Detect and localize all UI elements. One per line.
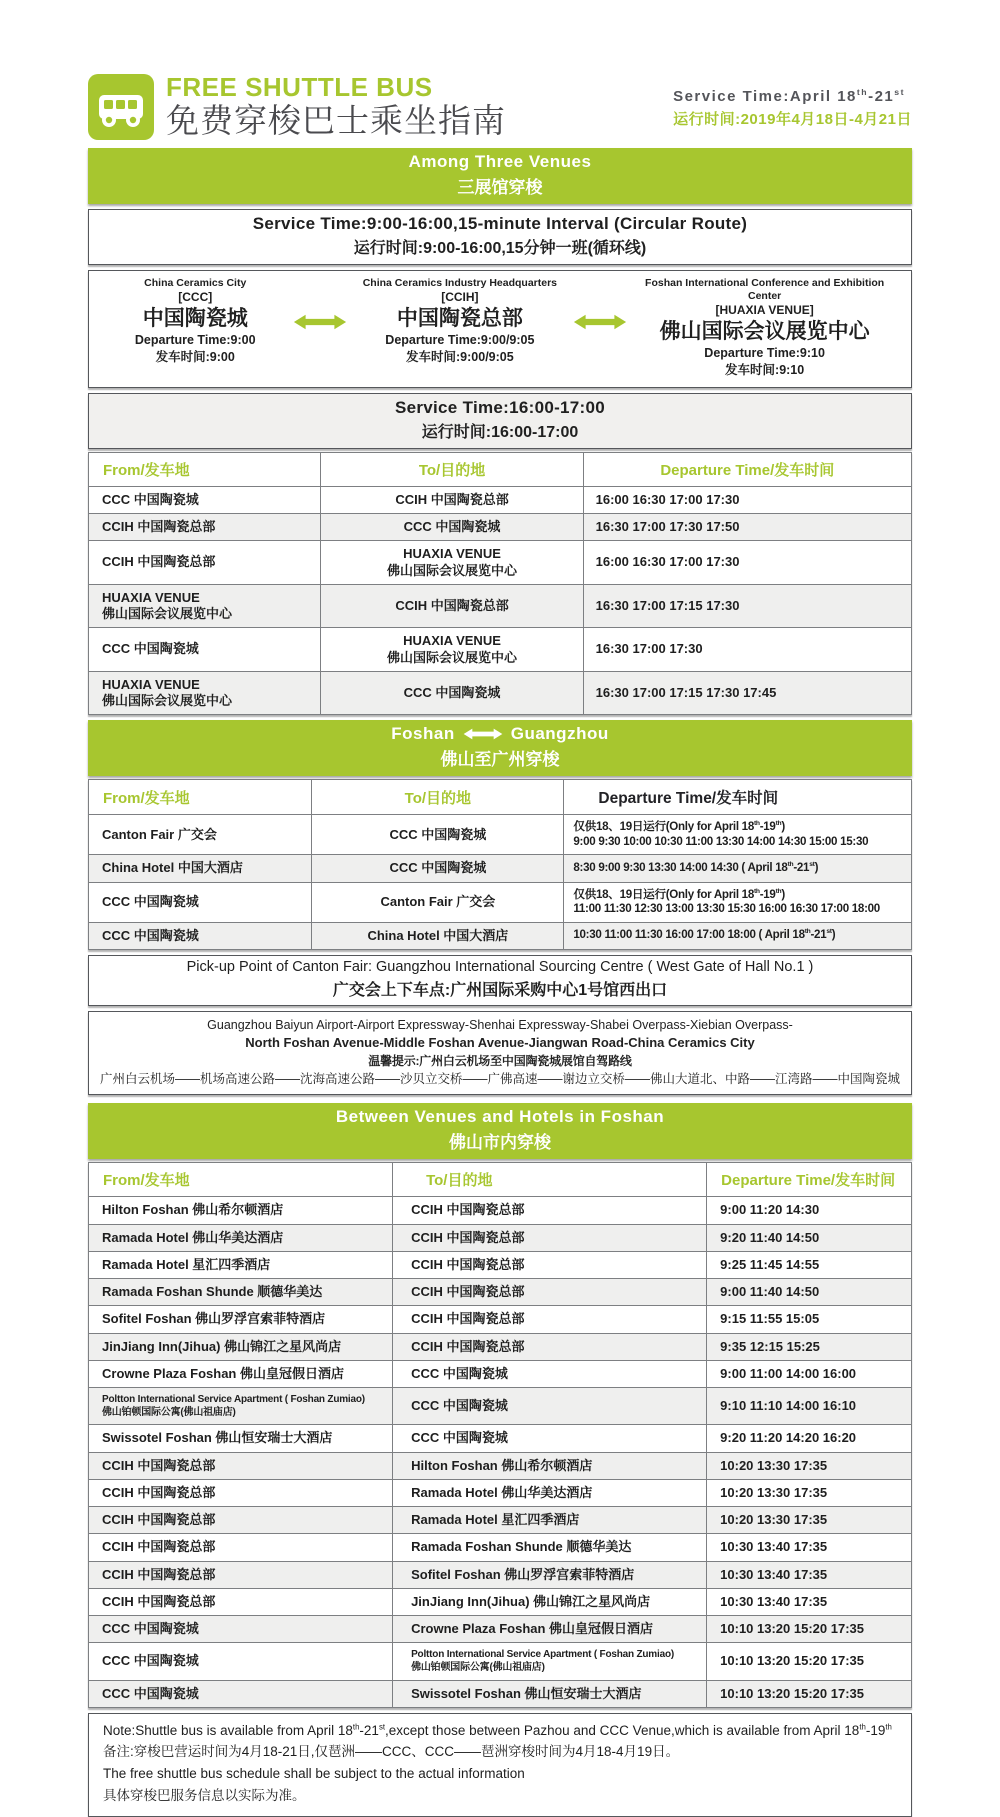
cell-to: CCIH 中国陶瓷总部 — [321, 584, 583, 628]
venue-name-cn: 中国陶瓷总部 — [396, 306, 523, 330]
header-left — [88, 74, 506, 140]
cell-to: Canton Fair 广交会 — [312, 882, 564, 922]
cell-departure-time: 9:00 11:40 14:50 — [707, 1279, 912, 1306]
cell-from: Swissotel Foshan 佛山恒安瑞士大酒店 — [89, 1425, 393, 1452]
banner-text-right: Guangzhou — [510, 724, 609, 744]
banner-title-cn: 佛山至广州穿梭 — [440, 750, 560, 770]
cell-departure-time: 10:30 13:40 17:35 — [707, 1588, 912, 1615]
column-header-from: From/发车地 — [89, 1163, 393, 1197]
table-row — [89, 855, 912, 882]
venue-code: [CCIH] — [441, 290, 479, 305]
cell-from: Ramada Hotel 星汇四季酒店 — [89, 1251, 393, 1278]
table-row — [89, 1479, 912, 1506]
banner-title-en: Between Venues and Hotels in Foshan — [335, 1107, 665, 1127]
pickup-point-box — [88, 955, 912, 1006]
cell-from: Crowne Plaza Foshan 佛山皇冠假日酒店 — [89, 1360, 393, 1387]
cell-departure-time: 16:00 16:30 17:00 17:30 — [583, 486, 911, 513]
cell-from: CCC 中国陶瓷城 — [89, 882, 312, 922]
page-title-en: FREE SHUTTLE BUS — [166, 72, 433, 103]
table-row — [89, 486, 912, 513]
column-header-from: From/发车地 — [89, 452, 321, 486]
cell-from: CCIH 中国陶瓷总部 — [89, 541, 321, 585]
service1-en: Service Time:9:00-16:00,15-minute Interval (Circular Route) — [252, 214, 748, 233]
table-row — [89, 1306, 912, 1333]
header-titles — [166, 74, 506, 139]
cell-departure-time: 9:35 12:15 15:25 — [707, 1333, 912, 1360]
cell-from: CCC 中国陶瓷城 — [89, 1643, 393, 1680]
column-header-to: To/目的地 — [393, 1163, 707, 1197]
banner-title-en: Among Three Venues — [408, 152, 592, 171]
venue-ccc — [99, 277, 291, 366]
cell-to: CCC 中国陶瓷城 — [393, 1360, 707, 1387]
cell-departure-time: 仅供18、19日运行(Only for April 18th-19th) 9:00 9:30 10:00 10:30 11:00 13:30 14:00 14:30 15:00 15:30 — [564, 815, 912, 855]
cell-departure-time: 16:30 17:00 17:30 — [583, 628, 911, 672]
directions-line: 广州白云机场——机场高速公路——沈海高速公路——沙贝立交桥——广佛高速——谢边立交桥——佛山大道北、中路——江湾路——中国陶瓷城 — [99, 1072, 900, 1087]
banner-foshan-guangzhou — [88, 720, 912, 776]
cell-to: CCC 中国陶瓷城 — [321, 514, 583, 541]
column-header-to: To/目的地 — [312, 780, 564, 815]
cell-departure-time: 10:10 13:20 15:20 17:35 — [707, 1643, 912, 1680]
venue-departure-en: Departure Time:9:00/9:05 — [385, 332, 535, 347]
cell-from: CCC 中国陶瓷城 — [89, 1616, 393, 1643]
cell-from: Poltton International Service Apartment ( Foshan Zumiao) 佛山铂顿国际公寓(佛山祖庙店) — [89, 1388, 393, 1425]
cell-departure-time: 9:10 11:10 14:00 16:10 — [707, 1388, 912, 1425]
cell-departure-time: 10:10 13:20 15:20 17:35 — [707, 1616, 912, 1643]
cell-to: Hilton Foshan 佛山希尔顿酒店 — [393, 1452, 707, 1479]
table-row — [89, 1452, 912, 1479]
cell-departure-time: 9:20 11:20 14:20 16:20 — [707, 1425, 912, 1452]
service2-cn: 运行时间:16:00-17:00 — [421, 423, 579, 441]
cell-to: Sofitel Foshan 佛山罗浮宫索菲特酒店 — [393, 1561, 707, 1588]
cell-to: Crowne Plaza Foshan 佛山皇冠假日酒店 — [393, 1616, 707, 1643]
cell-from: CCC 中国陶瓷城 — [89, 1680, 393, 1707]
venue-departure-en: Departure Time:9:00 — [134, 332, 256, 347]
cell-to: CCIH 中国陶瓷总部 — [393, 1251, 707, 1278]
cell-to: CCC 中国陶瓷城 — [312, 855, 564, 882]
cell-to: HUAXIA VENUE 佛山国际会议展览中心 — [321, 628, 583, 672]
venue-code: [CCC] — [178, 290, 213, 305]
banner-text-left: Foshan — [391, 724, 455, 744]
cell-from: Sofitel Foshan 佛山罗浮宫索菲特酒店 — [89, 1306, 393, 1333]
cell-to: CCIH 中国陶瓷总部 — [393, 1224, 707, 1251]
cell-to: CCIH 中国陶瓷总部 — [393, 1197, 707, 1224]
table-row — [89, 1279, 912, 1306]
cell-departure-time: 仅供18、19日运行(Only for April 18th-19th) 11:00 11:30 12:30 13:00 13:30 15:30 16:00 16:30 17:00 18:00 — [564, 882, 912, 922]
banner-among-three-venues — [88, 148, 912, 204]
table-row — [89, 1197, 912, 1224]
directions-line: Guangzhou Baiyun Airport-Airport Expressway-Shenhai Expressway-Shabei Overpass-Xiebian Overpass- — [207, 1017, 793, 1032]
cell-to: JinJiang Inn(Jihua) 佛山锦江之星风尚店 — [393, 1588, 707, 1615]
cell-to: Ramada Hotel 星汇四季酒店 — [393, 1507, 707, 1534]
cell-to: CCC 中国陶瓷城 — [393, 1425, 707, 1452]
table-body — [89, 486, 912, 715]
cell-departure-time: 16:30 17:00 17:15 17:30 — [583, 584, 911, 628]
banner-venues-hotels — [88, 1103, 912, 1159]
table-body — [89, 815, 912, 949]
venue-name-cn: 佛山国际会议展览中心 — [659, 319, 870, 343]
driving-directions-box — [88, 1011, 912, 1095]
cell-to: CCIH 中国陶瓷总部 — [393, 1333, 707, 1360]
cell-from: HUAXIA VENUE 佛山国际会议展览中心 — [89, 584, 321, 628]
column-header-from: From/发车地 — [89, 780, 312, 815]
table-row — [89, 541, 912, 585]
service-time-cn: 运行时间:2019年4月18日-4月21日 — [673, 111, 912, 128]
table-row — [89, 1388, 912, 1425]
header-service-time — [673, 88, 912, 129]
venue-name-cn: 中国陶瓷城 — [142, 306, 248, 330]
cell-from: CCIH 中国陶瓷总部 — [89, 1479, 393, 1506]
cell-departure-time: 9:15 11:55 15:05 — [707, 1306, 912, 1333]
cell-from: Hilton Foshan 佛山希尔顿酒店 — [89, 1197, 393, 1224]
table-row — [89, 1534, 912, 1561]
cell-departure-time: 8:30 9:00 9:30 13:30 14:00 14:30 ( April 18th-21st) — [564, 855, 912, 882]
note-line: 具体穿梭巴服务信息以实际为准。 — [103, 1787, 306, 1803]
double-arrow-icon — [572, 313, 628, 331]
table-row — [89, 1507, 912, 1534]
cell-from: CCIH 中国陶瓷总部 — [89, 1534, 393, 1561]
cell-to: CCIH 中国陶瓷总部 — [393, 1279, 707, 1306]
bus-icon — [88, 74, 154, 140]
cell-to: CCC 中国陶瓷城 — [312, 815, 564, 855]
venue-ccih — [348, 277, 573, 366]
cell-departure-time: 9:20 11:40 14:50 — [707, 1224, 912, 1251]
cell-from: China Hotel 中国大酒店 — [89, 855, 312, 882]
table-row — [89, 1561, 912, 1588]
cell-to: CCIH 中国陶瓷总部 — [321, 486, 583, 513]
column-header-time: Departure Time/发车时间 — [583, 452, 911, 486]
page-title-cn: 免费穿梭巴士乘坐指南 — [166, 101, 506, 139]
directions-line: 温馨提示:广州白云机场至中国陶瓷城展馆自驾路线 — [368, 1053, 632, 1068]
cell-to: Ramada Foshan Shunde 顺德华美达 — [393, 1534, 707, 1561]
pickup-point-cn: 广交会上下车点:广州国际采购中心1号馆西出口 — [332, 981, 668, 999]
cell-departure-time: 10:10 13:20 15:20 17:35 — [707, 1680, 912, 1707]
table-row — [89, 922, 912, 949]
venue-departure-cn: 发车时间:9:00 — [155, 349, 235, 364]
cell-from: CCC 中国陶瓷城 — [89, 922, 312, 949]
shuttle-guide-page — [88, 0, 912, 1817]
table-row — [89, 815, 912, 855]
column-header-time: Departure Time/发车时间 — [564, 780, 912, 815]
cell-departure-time: 10:20 13:30 17:35 — [707, 1452, 912, 1479]
service1-cn: 运行时间:9:00-16:00,15分钟一班(循环线) — [353, 240, 647, 257]
venue-departure-cn: 发车时间:9:00/9:05 — [406, 349, 514, 364]
note-box — [88, 1713, 912, 1817]
table-row — [89, 628, 912, 672]
column-header-time: Departure Time/发车时间 — [707, 1163, 912, 1197]
cell-to: China Hotel 中国大酒店 — [312, 922, 564, 949]
cell-departure-time: 9:00 11:00 14:00 16:00 — [707, 1360, 912, 1387]
table-row — [89, 671, 912, 715]
cell-departure-time: 10:30 13:40 17:35 — [707, 1561, 912, 1588]
cell-from: CCC 中国陶瓷城 — [89, 486, 321, 513]
page-header — [88, 74, 912, 140]
table-row — [89, 1360, 912, 1387]
table-row — [89, 1224, 912, 1251]
cell-from: CCIH 中国陶瓷总部 — [89, 1507, 393, 1534]
cell-departure-time: 10:20 13:30 17:35 — [707, 1507, 912, 1534]
among-venues-table — [88, 452, 912, 716]
cell-to: HUAXIA VENUE 佛山国际会议展览中心 — [321, 541, 583, 585]
venue-name-en: China Ceramics City — [144, 277, 247, 289]
service2-en: Service Time:16:00-17:00 — [394, 397, 606, 417]
cell-to: CCC 中国陶瓷城 — [393, 1388, 707, 1425]
note-line: Note:Shuttle bus is available from April 18th-21st,except those between Pazhou and CCC Venue,which is available from April 18th-19th — [103, 1722, 892, 1738]
service-time-box-2 — [88, 393, 912, 449]
venue-name-en: Foshan International Conference and Exhibition Center — [645, 277, 885, 303]
cell-departure-time: 9:00 11:20 14:30 — [707, 1197, 912, 1224]
note-line: 备注:穿梭巴营运时间为4月18-21日,仅琶洲——CCC、CCC——琶洲穿梭时间为4月18-4月19日。 — [103, 1744, 680, 1760]
hotels-table — [88, 1162, 912, 1708]
venue-departure-cn: 发车时间:9:10 — [725, 362, 805, 377]
table-row — [89, 1643, 912, 1680]
table-row — [89, 1251, 912, 1278]
table-row — [89, 1588, 912, 1615]
service-time-en: Service Time:April 18th-21st — [673, 87, 906, 105]
cell-to: Ramada Hotel 佛山华美达酒店 — [393, 1479, 707, 1506]
cell-departure-time: 9:25 11:45 14:55 — [707, 1251, 912, 1278]
table-row — [89, 1680, 912, 1707]
venue-departure-en: Departure Time:9:10 — [704, 346, 825, 361]
cell-from: CCC 中国陶瓷城 — [89, 628, 321, 672]
double-arrow-icon — [463, 727, 503, 741]
cell-from: CCIH 中国陶瓷总部 — [89, 1561, 393, 1588]
directions-line: North Foshan Avenue-Middle Foshan Avenue-Jiangwan Road-China Ceramics City — [245, 1034, 755, 1050]
cell-departure-time: 10:20 13:30 17:35 — [707, 1479, 912, 1506]
cell-from: CCIH 中国陶瓷总部 — [89, 1452, 393, 1479]
cell-to: Poltton International Service Apartment ( Foshan Zumiao) 佛山铂顿国际公寓(佛山祖庙店) — [393, 1643, 707, 1680]
note-line: The free shuttle bus schedule shall be subject to the actual information — [103, 1765, 525, 1781]
cell-from: Ramada Hotel 佛山华美达酒店 — [89, 1224, 393, 1251]
table-header — [89, 452, 912, 486]
cell-to: CCC 中国陶瓷城 — [321, 671, 583, 715]
double-arrow-icon — [291, 313, 347, 331]
pickup-point-en: Pick-up Point of Canton Fair: Guangzhou International Sourcing Centre ( West Gate of Hall No.1 ) — [186, 958, 814, 975]
table-row — [89, 584, 912, 628]
venue-code: [HUAXIA VENUE] — [715, 303, 814, 318]
column-header-to: To/目的地 — [321, 452, 583, 486]
cell-from: JinJiang Inn(Jihua) 佛山锦江之星风尚店 — [89, 1333, 393, 1360]
table-row — [89, 514, 912, 541]
service-time-box-1 — [88, 209, 912, 265]
table-row — [89, 1333, 912, 1360]
cell-departure-time: 10:30 11:00 11:30 16:00 17:00 18:00 ( April 18th-21st) — [564, 922, 912, 949]
banner-title-en — [88, 724, 912, 744]
banner-title-cn: 三展馆穿梭 — [457, 178, 543, 197]
banner-title-cn: 佛山市内穿梭 — [449, 1133, 551, 1153]
venue-huaxia — [628, 277, 901, 379]
cell-to: Swissotel Foshan 佛山恒安瑞士大酒店 — [393, 1680, 707, 1707]
cell-to: CCIH 中国陶瓷总部 — [393, 1306, 707, 1333]
table-row — [89, 882, 912, 922]
cell-from: CCIH 中国陶瓷总部 — [89, 1588, 393, 1615]
cell-departure-time: 16:30 17:00 17:30 17:50 — [583, 514, 911, 541]
venue-name-en: China Ceramics Industry Headquarters — [362, 277, 558, 289]
table-body — [89, 1197, 912, 1708]
table-header — [89, 780, 912, 815]
cell-from: HUAXIA VENUE 佛山国际会议展览中心 — [89, 671, 321, 715]
venues-route — [88, 270, 912, 388]
cell-from: CCIH 中国陶瓷总部 — [89, 514, 321, 541]
table-row — [89, 1425, 912, 1452]
cell-departure-time: 16:30 17:00 17:15 17:30 17:45 — [583, 671, 911, 715]
cell-departure-time: 16:00 16:30 17:00 17:30 — [583, 541, 911, 585]
cell-from: Canton Fair 广交会 — [89, 815, 312, 855]
table-header — [89, 1163, 912, 1197]
cell-from: Ramada Foshan Shunde 顺德华美达 — [89, 1279, 393, 1306]
foshan-guangzhou-table — [88, 779, 912, 949]
table-row — [89, 1616, 912, 1643]
cell-departure-time: 10:30 13:40 17:35 — [707, 1534, 912, 1561]
